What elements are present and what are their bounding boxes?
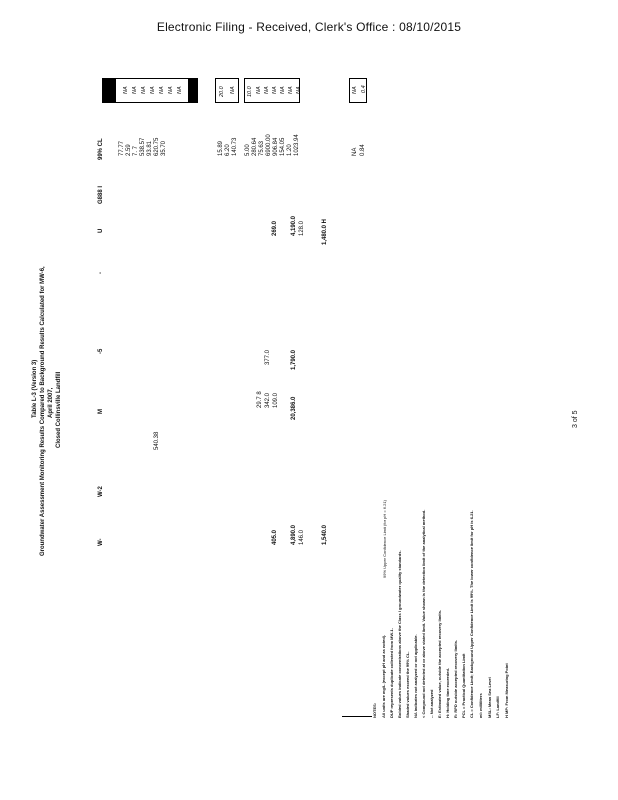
w1-value: 4,890.0 bbox=[291, 524, 297, 545]
u-value: 269.0 bbox=[272, 220, 278, 236]
flag-value: 0.4 bbox=[361, 85, 367, 93]
flag-value: NA bbox=[150, 86, 156, 94]
note-line: R: RPD outside accepted recovery limits. bbox=[453, 639, 458, 718]
table-subtitle-1: Groundwater Assessment Monitoring Results Compared to Background Results Calculated for MW-6, bbox=[40, 266, 46, 556]
note-line: Bolded values indicate concentrations above the Class I groundwater quality standards. bbox=[397, 550, 402, 718]
ucl-value: 15.89 bbox=[218, 140, 224, 156]
note-line: All units are mg/L (except pH and as noted). bbox=[381, 634, 386, 718]
flag-value: NA bbox=[264, 86, 270, 94]
ucl-value: 75.63 bbox=[259, 140, 265, 156]
note-line: E: Estimated value, outside the accepted recovery limits. bbox=[437, 609, 442, 718]
ucl-value: 7. 7 bbox=[133, 145, 139, 156]
flag-value: NA bbox=[141, 86, 147, 94]
flag-value: NA bbox=[296, 86, 302, 94]
flag-value: NA bbox=[168, 86, 174, 94]
col-header-g888: G888 I bbox=[98, 185, 104, 204]
ucl-value: 6.20 bbox=[225, 144, 231, 156]
note-line: H: Holding time exceeded. bbox=[445, 667, 450, 718]
note-line: Shaded values exceed the 99% CL. bbox=[405, 651, 410, 718]
table-subtitle-2: April 2007, bbox=[48, 387, 54, 418]
ucl-value: 5.00 bbox=[245, 144, 251, 156]
note-line: -- Not analyzed bbox=[429, 689, 434, 718]
ucl-value: 280.64 bbox=[252, 137, 258, 156]
col-header-m: M bbox=[98, 409, 104, 414]
note-line: ml: milliliters bbox=[478, 693, 483, 718]
m-value: 20,386.0 bbox=[291, 396, 297, 420]
u-value: 128.0 bbox=[299, 220, 305, 236]
flag-value: 20.0 bbox=[219, 86, 225, 97]
ucl-value: 2.59 bbox=[126, 144, 132, 156]
ucl-value: 0.84 bbox=[360, 144, 366, 156]
ucl-value: 906.84 bbox=[273, 137, 279, 156]
flag-value: NA bbox=[177, 86, 183, 94]
table-title: Table L-3 (Version 3) bbox=[32, 359, 38, 418]
flag-value: NA bbox=[288, 86, 294, 94]
note-line: CL = Confidence Limit; Background Upper Confidence Limit is 99%. The lower confidence limit for pH is 6.21. bbox=[469, 510, 474, 718]
ucl-value: 538.57 bbox=[140, 137, 146, 156]
ucl-value: 154.05 bbox=[280, 137, 286, 156]
w1-value: 1,540.0 bbox=[322, 524, 328, 545]
flag-value: NA bbox=[123, 86, 129, 94]
m-value: 342.0 bbox=[265, 392, 271, 408]
ucl-value: 77.77 bbox=[119, 140, 125, 156]
col5-value: 1,790.0 bbox=[291, 349, 297, 370]
ucl-value: 1.20 bbox=[287, 144, 293, 156]
note-line: H MP: From Measuring Point bbox=[504, 663, 509, 718]
u-value: 1,480.0 H bbox=[322, 218, 328, 245]
col-header-w2: W-2 bbox=[98, 486, 104, 497]
ucl-value: 620.75 bbox=[154, 137, 160, 156]
ucl-value: 1023.94 bbox=[294, 134, 300, 156]
w1-value: 405.0 bbox=[272, 529, 278, 545]
notes-heading: NOTES: bbox=[372, 702, 377, 718]
note-line: < Compound not detected at or above stated limit. Value shown is the detection limit of the analytical method. bbox=[421, 509, 426, 718]
table-subtitle-3: Closed Collinsville Landfill bbox=[56, 371, 62, 448]
ucl-value: 140.73 bbox=[232, 137, 238, 156]
m-value: 29.7 8 bbox=[257, 391, 263, 408]
flag-value: NA bbox=[230, 86, 236, 94]
note-line: PCL = Practical Quantitation Limit bbox=[461, 653, 466, 718]
ucl-footnote: 99% Upper Confidence Limit (for pH = 6.21) bbox=[382, 500, 387, 578]
m-value: 540.38 bbox=[154, 431, 160, 450]
flag-value: NA bbox=[272, 86, 278, 94]
col5-value: 377.0 bbox=[265, 349, 271, 365]
col-header-5: -5 bbox=[98, 348, 104, 354]
flag-value: NA bbox=[280, 86, 286, 94]
col-header-w: W- bbox=[98, 538, 104, 546]
note-line: LF: Landfill bbox=[495, 696, 500, 718]
ucl-value: 93.81 bbox=[147, 140, 153, 156]
ucl-value: NA bbox=[352, 147, 358, 156]
page-number: 3 of 5 bbox=[572, 410, 579, 428]
flag-value: NA bbox=[352, 86, 358, 94]
black-edge bbox=[188, 78, 198, 103]
u-value: 4,190.0 bbox=[291, 215, 297, 236]
note-line: DUP represents duplicate collected from MW-1. bbox=[389, 628, 394, 718]
flag-value: 10.0 bbox=[247, 86, 253, 97]
ucl-value: 35.70 bbox=[161, 140, 167, 156]
col-header-dash: - bbox=[98, 272, 104, 274]
flag-value: NA bbox=[159, 86, 165, 94]
m-value: 109.0 bbox=[273, 392, 279, 408]
flag-value: NA bbox=[132, 86, 138, 94]
w1-value: 146.0 bbox=[299, 529, 305, 545]
ucl-value: 6900.00 bbox=[266, 134, 272, 156]
black-header-cell bbox=[102, 78, 116, 103]
electronic-filing-header: Electronic Filing - Received, Clerk's Office : 08/10/2015 bbox=[156, 20, 462, 34]
note-line: NA indicates not analyzed or not applicable. bbox=[413, 634, 418, 718]
notes-divider bbox=[342, 716, 372, 717]
col-header-99cl: 99% CL bbox=[98, 138, 104, 160]
col-header-u: U bbox=[98, 228, 104, 233]
flag-value: NA bbox=[256, 86, 262, 94]
note-line: MSL: Mean Sea Level bbox=[487, 677, 492, 718]
